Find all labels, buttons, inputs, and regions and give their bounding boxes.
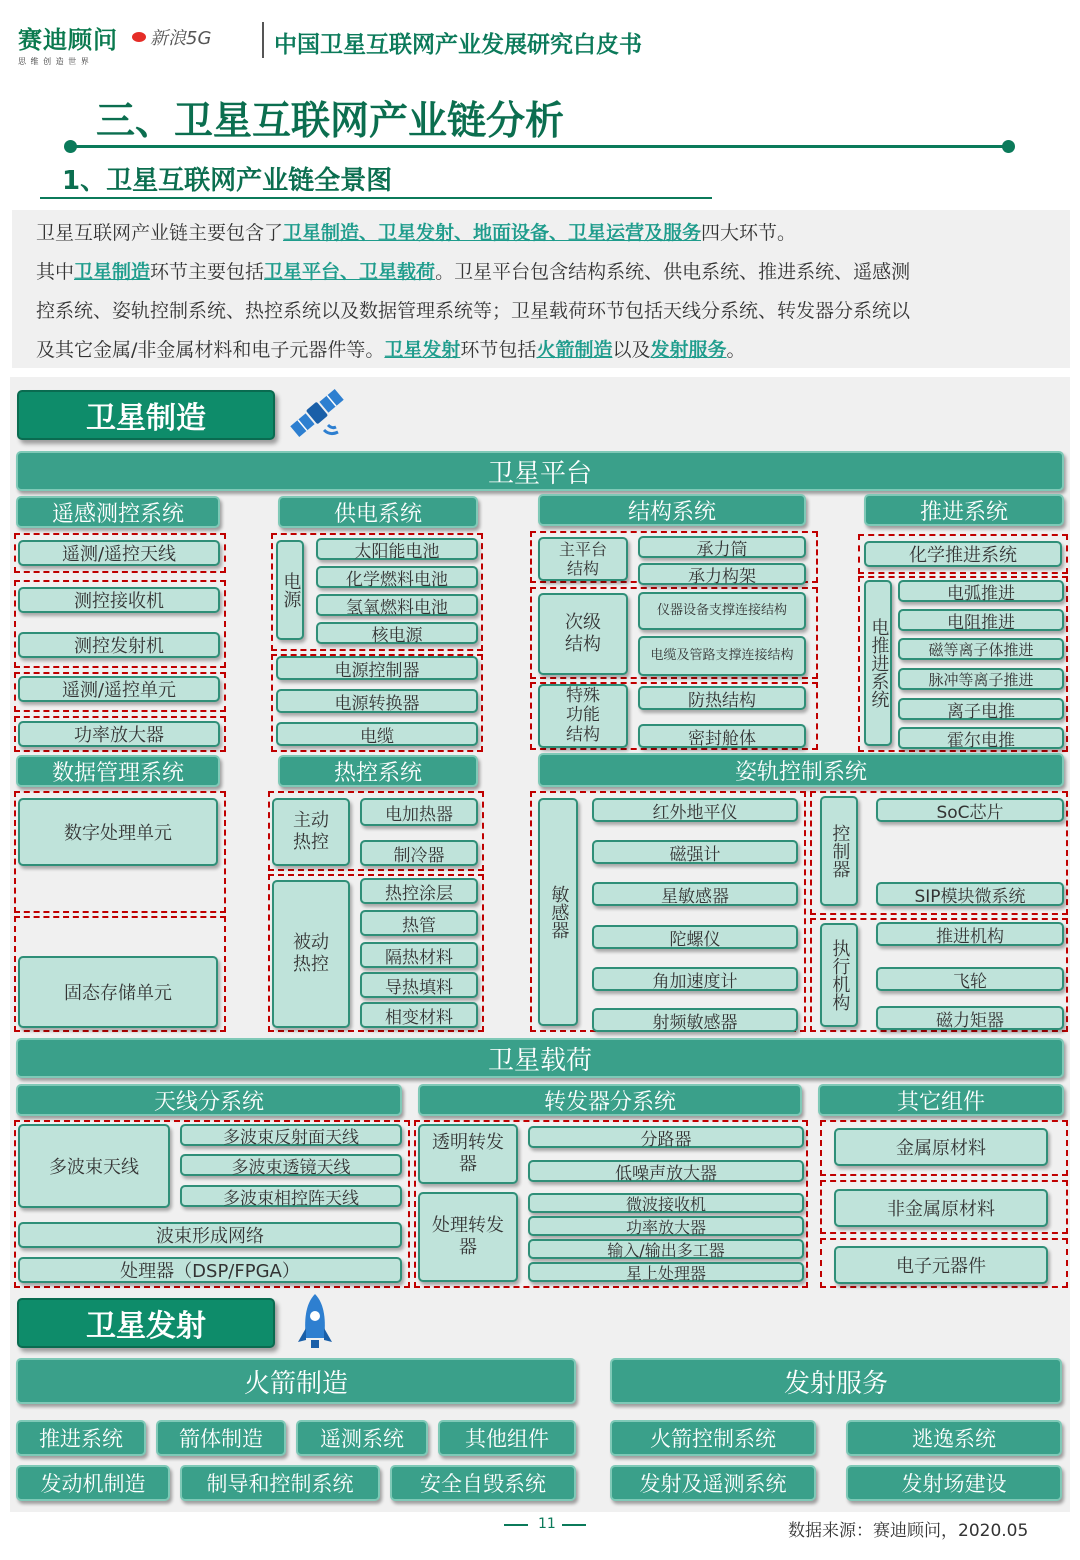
attitude-sensor-item: 陀螺仪 — [592, 925, 798, 949]
rocket-item: 遥测系统 — [296, 1420, 428, 1456]
thermal-header: 热控系统 — [278, 755, 478, 787]
intro-line-1: 卫星互联网产业链主要包含了卫星制造、卫星发射、地面设备、卫星运营及服务四大环节。 — [36, 222, 797, 244]
satellite-icon — [284, 382, 350, 444]
rocket-item: 制导和控制系统 — [180, 1465, 380, 1501]
structure-main-item: 承力构架 — [638, 563, 806, 585]
antenna-multi-item: 多波束反射面天线 — [180, 1124, 402, 1146]
page-number-rule-left — [504, 1524, 528, 1526]
service-item: 发射场建设 — [846, 1465, 1062, 1501]
intro-link-four-links: 卫星制造、卫星发射、地面设备、卫星运营及服务 — [283, 222, 702, 244]
antenna-multi-item: 多波束相控阵天线 — [180, 1185, 402, 1207]
thermal-passive-item: 导热填料 — [360, 972, 478, 998]
structure-secondary-item: 电缆及管路支撑连接结构 — [638, 636, 806, 676]
propulsion-electric-item: 磁等离子体推进 — [898, 638, 1064, 660]
doc-title: 中国卫星互联网产业发展研究白皮书 — [274, 32, 642, 58]
power-source-item: 核电源 — [316, 622, 478, 644]
attitude-sensor-item: 角加速度计 — [592, 967, 798, 991]
structure-main-item: 承力筒 — [638, 536, 806, 558]
intro-link-launch: 卫星发射 — [384, 339, 461, 361]
intro-text — [36, 214, 1066, 370]
transponder-processing-label: 处理转发器 — [418, 1192, 518, 1282]
data-source: 数据来源：赛迪顾问，2020.05 — [788, 1521, 1029, 1541]
thermal-active-item: 电加热器 — [360, 798, 478, 826]
transponder-transparent-item: 分路器 — [528, 1126, 804, 1148]
thermal-active-item: 制冷器 — [360, 840, 478, 866]
antenna-item: 处理器（DSP/FPGA） — [18, 1257, 402, 1283]
intro-link-manufacturing: 卫星制造 — [74, 261, 151, 283]
partner-name: 新浪5G — [150, 28, 212, 49]
page-number: 11 — [538, 1516, 556, 1532]
data-mgmt-item: 数字处理单元 — [18, 798, 218, 866]
power-header: 供电系统 — [278, 496, 478, 528]
power-item: 电源转换器 — [276, 689, 478, 713]
structure-special-item: 防热结构 — [638, 686, 806, 710]
remote-item: 遥测/遥控天线 — [18, 540, 220, 566]
transponder-transparent-item: 低噪声放大器 — [528, 1160, 804, 1182]
power-source-label: 电源 — [276, 540, 304, 640]
header-divider — [262, 22, 264, 58]
other-header: 其它组件 — [818, 1084, 1064, 1116]
intro-line-2: 其中卫星制造环节主要包括卫星平台、卫星载荷。卫星平台包含结构系统、供电系统、推进系统、遥感测 — [36, 261, 911, 283]
thermal-active-label: 主动热控 — [272, 798, 350, 866]
other-item: 非金属原材料 — [834, 1189, 1048, 1227]
page-number-rule-right — [562, 1524, 586, 1526]
attitude-controller-label: 控制器 — [820, 796, 858, 906]
attitude-sensor-item: 射频敏感器 — [592, 1008, 798, 1032]
section-subtitle: 1、卫星互联网产业链全景图 — [62, 166, 393, 196]
data-mgmt-header: 数据管理系统 — [16, 755, 220, 787]
attitude-header: 姿轨控制系统 — [538, 753, 1064, 787]
rocket-item: 推进系统 — [16, 1420, 146, 1456]
rocket-item: 箭体制造 — [156, 1420, 286, 1456]
structure-header: 结构系统 — [538, 494, 806, 526]
attitude-sensor-item: 磁强计 — [592, 840, 798, 864]
attitude-actuator-label: 执行机构 — [820, 923, 858, 1027]
attitude-actuator-item: 推进机构 — [876, 922, 1064, 946]
power-source-item: 太阳能电池 — [316, 538, 478, 560]
transponder-transparent-label: 透明转发器 — [418, 1124, 518, 1184]
service-header: 发射服务 — [610, 1358, 1062, 1404]
thermal-passive-item: 隔热材料 — [360, 942, 478, 968]
intro-link-service: 发射服务 — [650, 339, 727, 361]
service-item: 逃逸系统 — [846, 1420, 1062, 1456]
section-rule-dot-right — [1002, 140, 1015, 153]
section-rule — [70, 145, 1010, 148]
thermal-passive-item: 热管 — [360, 910, 478, 936]
thermal-passive-item: 相变材料 — [360, 1002, 478, 1028]
section-title: 三、卫星互联网产业链分析 — [96, 99, 565, 144]
propulsion-electric-item: 电阻推进 — [898, 609, 1064, 631]
payload-bar: 卫星载荷 — [16, 1038, 1064, 1078]
section-rule-dot-left — [64, 140, 77, 153]
antenna-header: 天线分系统 — [16, 1084, 402, 1116]
data-mgmt-item: 固态存储单元 — [18, 956, 218, 1028]
power-source-item: 化学燃料电池 — [316, 566, 478, 588]
attitude-sensor-item: 星敏感器 — [592, 882, 798, 906]
propulsion-electric-label: 电推进系统 — [864, 580, 892, 746]
propulsion-electric-item: 电弧推进 — [898, 580, 1064, 602]
intro-line-4: 及其它金属/非金属材料和电子元器件等。卫星发射环节包括火箭制造以及发射服务。 — [36, 339, 746, 361]
remote-item: 功率放大器 — [18, 721, 220, 747]
sina-eye-icon — [132, 32, 146, 42]
power-item: 电缆 — [276, 722, 478, 746]
attitude-controller-item: SIP模块微系统 — [876, 882, 1064, 906]
propulsion-electric-item: 离子电推 — [898, 698, 1064, 720]
remote-item: 测控接收机 — [18, 587, 220, 613]
transponder-processing-item: 输入/输出多工器 — [528, 1239, 804, 1259]
rocket-icon — [292, 1292, 338, 1356]
propulsion-electric-item: 霍尔电推 — [898, 727, 1064, 749]
remote-item: 测控发射机 — [18, 632, 220, 658]
structure-main-label: 主平台结构 — [538, 537, 628, 581]
attitude-actuator-item: 飞轮 — [876, 967, 1064, 991]
intro-link-rocket: 火箭制造 — [536, 339, 613, 361]
brand-logo — [18, 20, 118, 67]
power-source-item: 氢氧燃料电池 — [316, 594, 478, 616]
transponder-header: 转发器分系统 — [418, 1084, 802, 1116]
service-item: 发射及遥测系统 — [610, 1465, 816, 1501]
manufacturing-tile: 卫星制造 — [17, 390, 275, 440]
attitude-sensor-label: 敏感器 — [538, 798, 578, 1026]
transponder-processing-item: 功率放大器 — [528, 1216, 804, 1236]
launch-tile: 卫星发射 — [17, 1298, 275, 1348]
remote-item: 遥测/遥控单元 — [18, 676, 220, 702]
intro-link-platform-payload: 卫星平台、卫星载荷 — [264, 261, 436, 283]
other-item: 电子元器件 — [834, 1246, 1048, 1284]
service-item: 火箭控制系统 — [610, 1420, 816, 1456]
structure-special-label: 特殊功能结构 — [538, 684, 628, 748]
rocket-header: 火箭制造 — [16, 1358, 576, 1404]
attitude-sensor-item: 红外地平仪 — [592, 798, 798, 822]
other-item: 金属原材料 — [834, 1128, 1048, 1166]
rocket-item: 安全自毁系统 — [390, 1465, 576, 1501]
transponder-processing-item: 微波接收机 — [528, 1193, 804, 1213]
rocket-item: 其他组件 — [438, 1420, 576, 1456]
propulsion-header: 推进系统 — [864, 494, 1064, 526]
brand-slogan: 思 维 创 造 世 界 — [18, 57, 90, 66]
attitude-actuator-item: 磁力矩器 — [876, 1006, 1064, 1030]
structure-secondary-label: 次级结构 — [538, 593, 628, 675]
propulsion-electric-item: 脉冲等离子推进 — [898, 668, 1064, 690]
antenna-item: 波束形成网络 — [18, 1222, 402, 1248]
power-item: 电源控制器 — [276, 656, 478, 680]
intro-line-3: 控系统、姿轨控制系统、热控系统以及数据管理系统等；卫星载荷环节包括天线分系统、转发器分系统以 — [36, 300, 911, 322]
rocket-item: 发动机制造 — [16, 1465, 170, 1501]
brand-name: 赛迪顾问 — [18, 25, 118, 54]
antenna-multi-label: 多波束天线 — [18, 1124, 170, 1208]
subtitle-rule — [40, 197, 712, 199]
attitude-controller-item: SoC芯片 — [876, 798, 1064, 822]
structure-secondary-item: 仪器设备支撑连接结构 — [638, 592, 806, 630]
platform-bar: 卫星平台 — [16, 451, 1064, 491]
thermal-passive-item: 热控涂层 — [360, 878, 478, 904]
transponder-processing-item: 星上处理器 — [528, 1262, 804, 1282]
propulsion-chemical: 化学推进系统 — [864, 541, 1062, 567]
partner-logo — [132, 24, 211, 50]
antenna-multi-item: 多波束透镜天线 — [180, 1154, 402, 1176]
remote-sensing-header: 遥感测控系统 — [16, 496, 220, 528]
structure-special-item: 密封舱体 — [638, 724, 806, 748]
thermal-passive-label: 被动热控 — [272, 880, 350, 1028]
